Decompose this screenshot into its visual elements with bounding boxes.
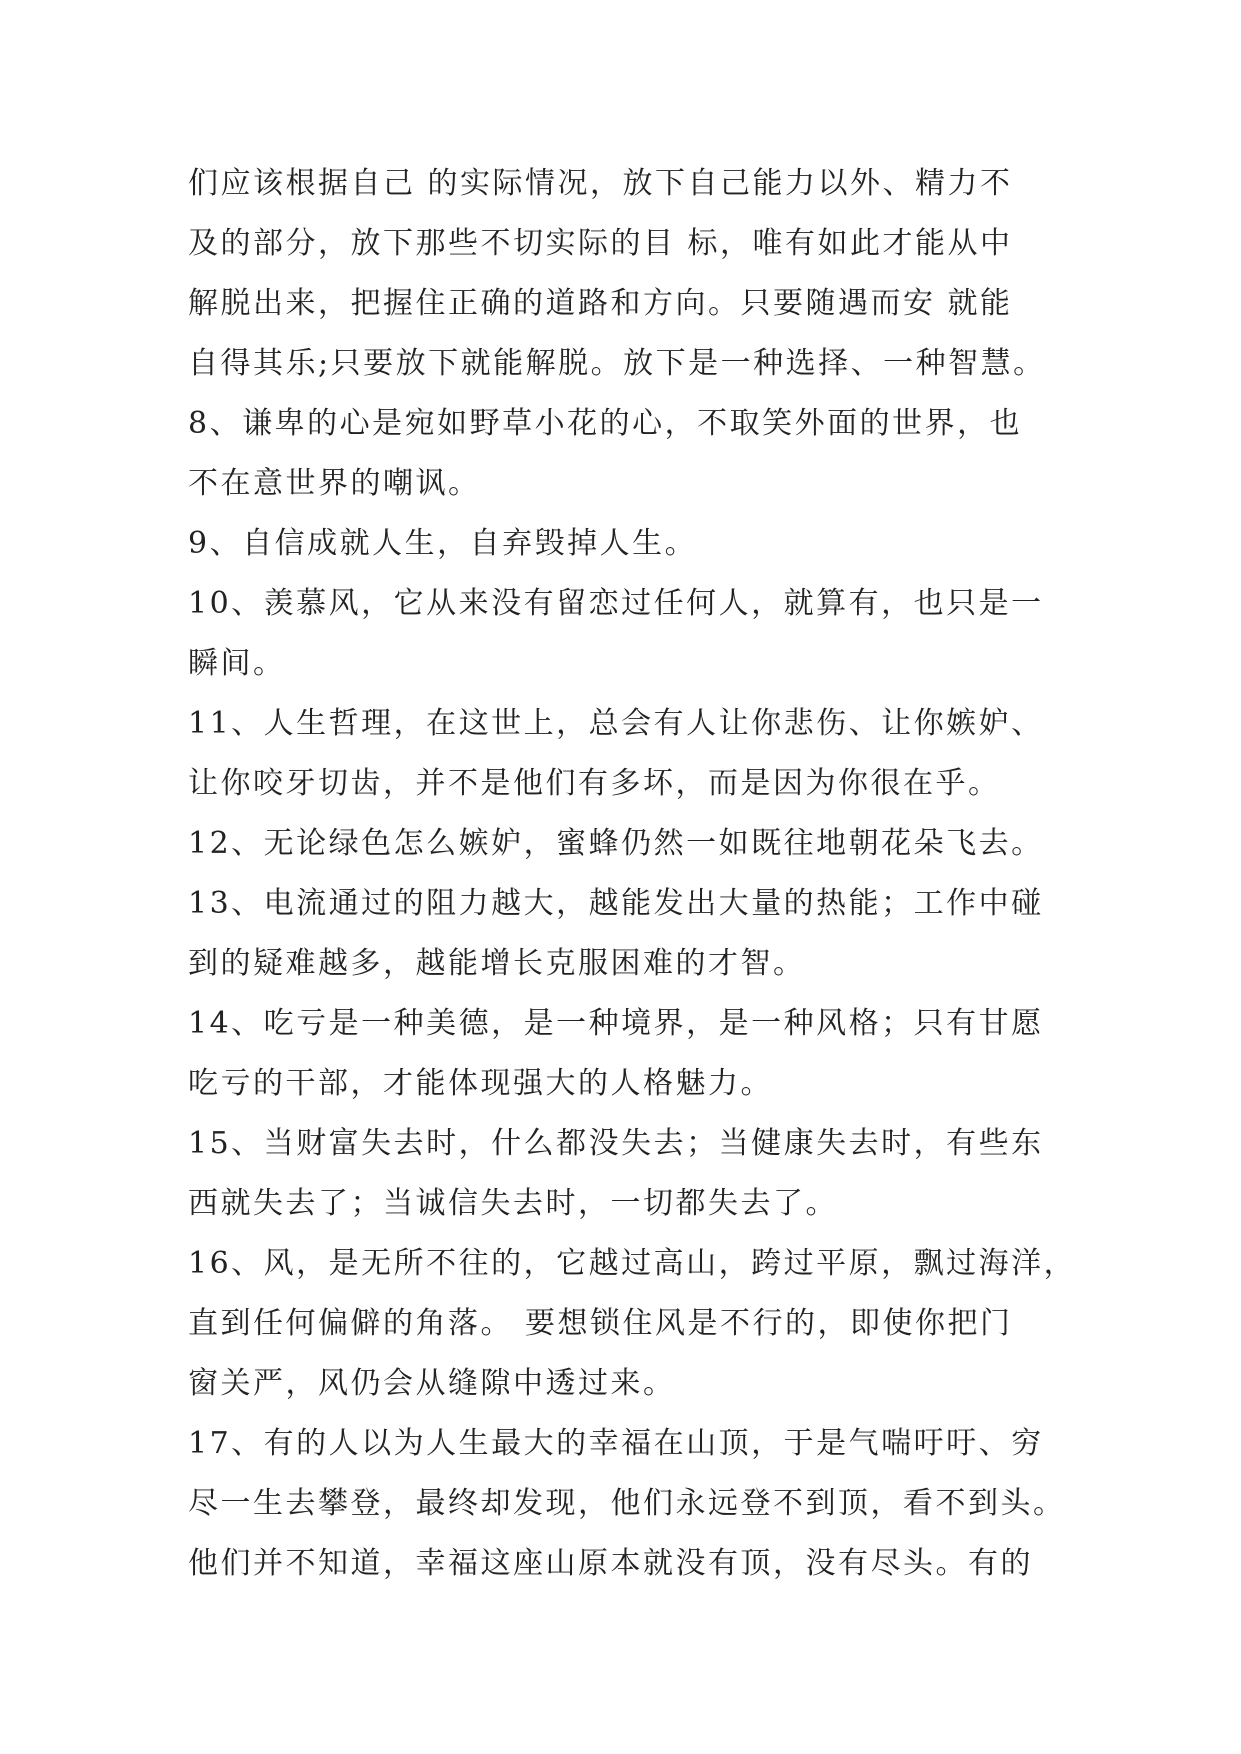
text-line: 17、有的人以为人生最大的幸福在山顶，于是气喘吁吁、穷	[188, 1426, 1044, 1461]
text-line: 不在意世界的嘲讽。	[188, 466, 481, 501]
text-line: 让你咬牙切齿，并不是他们有多坏，而是因为你很在乎。	[188, 766, 1001, 801]
text-line: 他们并不知道，幸福这座山原本就没有顶，没有尽头。有的	[188, 1546, 1033, 1581]
text-line: 16、风，是无所不往的，它越过高山，跨过平原，飘过海洋，	[188, 1246, 1077, 1281]
text-line: 10、羡慕风，它从来没有留恋过任何人，就算有，也只是一	[188, 586, 1044, 621]
text-line: 西就失去了；当诚信失去时，一切都失去了。	[188, 1186, 838, 1221]
text-line: 窗关严，风仍会从缝隙中透过来。	[188, 1366, 676, 1401]
text-line: 13、电流通过的阻力越大，越能发出大量的热能；工作中碰	[188, 886, 1044, 921]
text-line: 吃亏的干部，才能体现强大的人格魅力。	[188, 1066, 773, 1101]
text-line: 及的部分，放下那些不切实际的目 标，唯有如此才能从中	[188, 226, 1013, 261]
text-line: 12、无论绿色怎么嫉妒，蜜蜂仍然一如既往地朝花朵飞去。	[188, 826, 1044, 861]
text-line: 到的疑难越多，越能增长克服困难的才智。	[188, 946, 806, 981]
text-line: 8、谦卑的心是宛如野草小花的心，不取笑外面的世界，也	[188, 406, 1023, 441]
text-line: 11、人生哲理，在这世上，总会有人让你悲伤、让你嫉妒、	[188, 706, 1044, 741]
text-line: 15、当财富失去时，什么都没失去；当健康失去时，有些东	[188, 1126, 1044, 1161]
text-line: 直到任何偏僻的角落。 要想锁住风是不行的，即使你把门	[188, 1306, 1013, 1341]
text-line: 解脱出来，把握住正确的道路和方向。只要随遇而安 就能	[188, 286, 1013, 321]
text-line: 14、吃亏是一种美德，是一种境界，是一种风格；只有甘愿	[188, 1006, 1044, 1041]
text-line: 们应该根据自己 的实际情况，放下自己能力以外、精力不	[188, 166, 1013, 201]
text-line: 自得其乐;只要放下就能解脱。放下是一种选择、一种智慧。	[188, 346, 1046, 381]
text-line: 瞬间。	[188, 646, 286, 681]
text-line: 9、自信成就人生，自弃毁掉人生。	[188, 526, 698, 561]
text-line: 尽一生去攀登，最终却发现，他们永远登不到顶，看不到头。	[188, 1486, 1066, 1521]
